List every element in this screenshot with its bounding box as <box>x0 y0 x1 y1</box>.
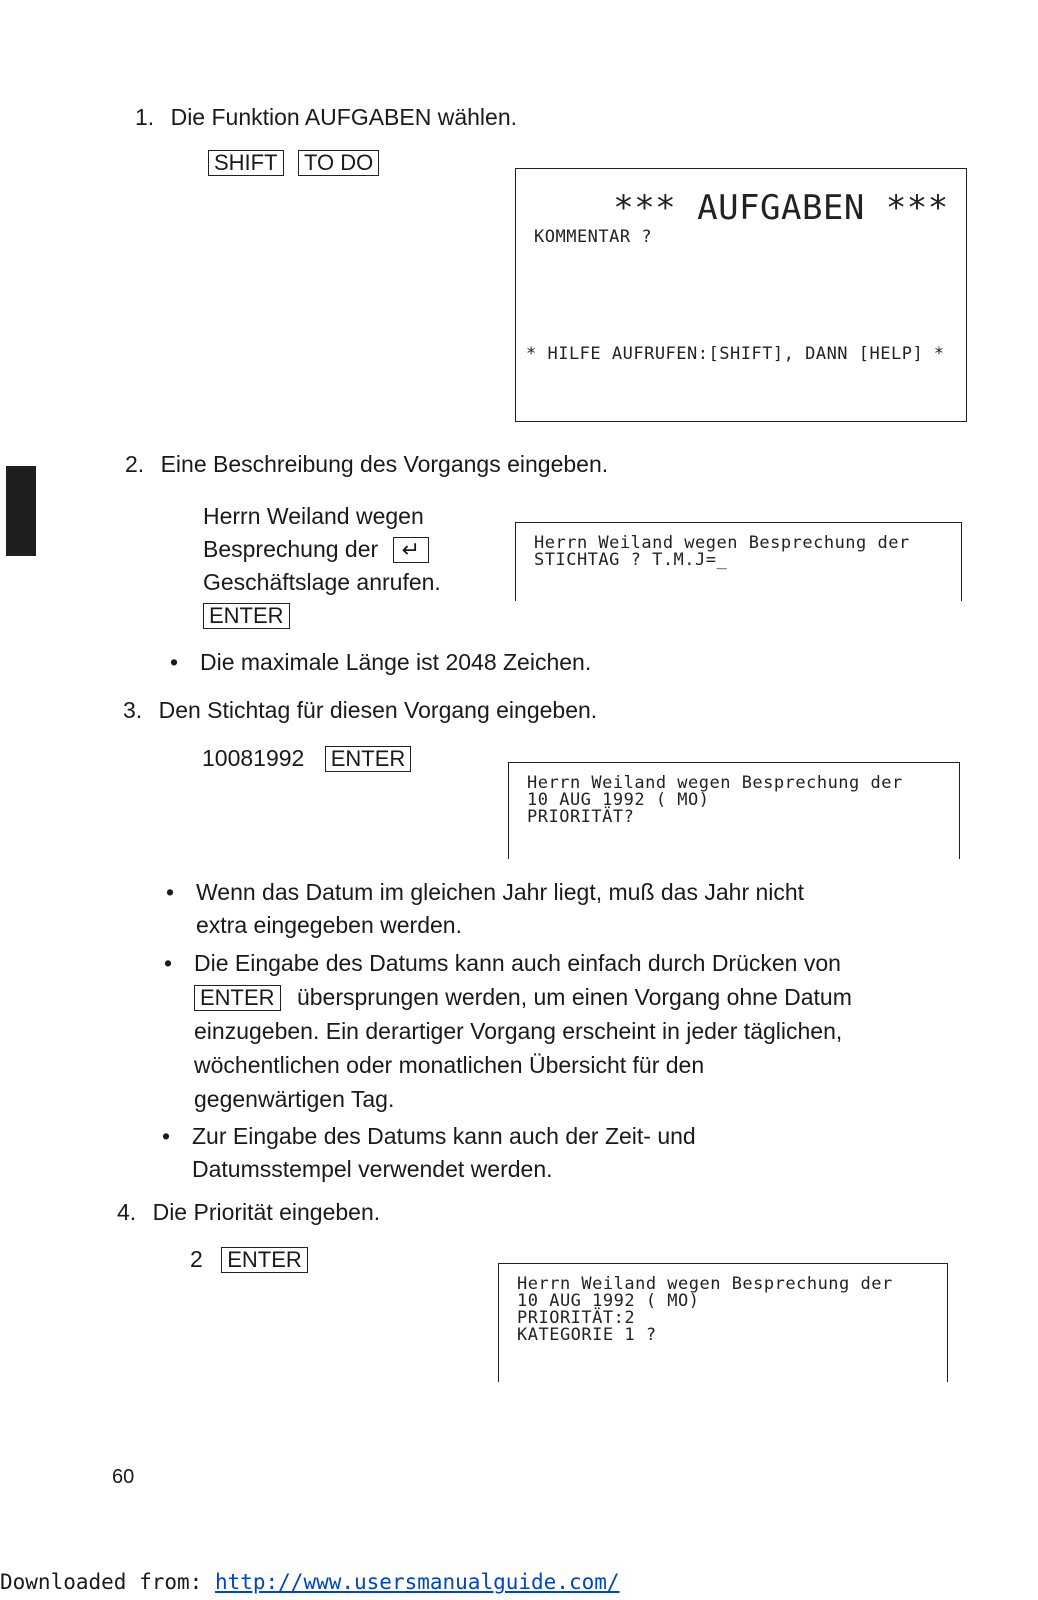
lcd-line: 10 AUG 1992 ( MO) <box>517 1291 700 1311</box>
enter-key: ENTER <box>221 1247 308 1273</box>
bullet-line: • Die Eingabe des Datums kann auch einfach durch Drücken von <box>194 946 852 980</box>
bullet-line: wöchentlichen oder monatlichen Übersicht für den <box>194 1052 705 1078</box>
bullet-line: • Zur Eingabe des Datums kann auch der Zeit- und <box>192 1120 696 1153</box>
bullet-line-with-key <box>194 980 852 1014</box>
input-line: Herrn Weiland wegen <box>203 503 424 529</box>
lcd-line: Herrn Weiland wegen Besprechung der <box>527 773 903 793</box>
lcd-line: 10 AUG 1992 ( MO) <box>527 790 710 810</box>
input-line-with-key <box>203 533 441 566</box>
lcd-screen-1 <box>515 168 967 422</box>
lcd-line: PRIORITÄT? <box>527 807 635 827</box>
step-4 <box>117 1198 380 1228</box>
lcd-help-line: * HILFE AUFRUFEN:[SHIFT], DANN [HELP] * <box>526 344 945 364</box>
step-number: 4. <box>117 1199 137 1225</box>
step-3 <box>123 696 597 726</box>
lcd-line: KATEGORIE 1 ? <box>517 1325 657 1345</box>
lcd-screen-2 <box>515 522 962 601</box>
step-2-note <box>200 648 591 678</box>
step-number: 1. <box>135 104 155 130</box>
step-3-input <box>202 744 411 774</box>
lcd-line: STICHTAG ? T.M.J=_ <box>534 550 728 570</box>
step-text: Die Funktion AUFGABEN wählen. <box>170 104 518 130</box>
return-key-icon: ↵ <box>393 537 429 563</box>
lcd-screen-4 <box>498 1263 948 1382</box>
bullet-line: einzugeben. Ein derartiger Vorgang erscheint in jeder täglichen, <box>194 1018 843 1044</box>
step-text: Den Stichtag für diesen Vorgang eingeben. <box>158 697 598 723</box>
step-3-bullet-1 <box>196 876 804 942</box>
chapter-thumb-tab <box>6 466 36 556</box>
step-text: Eine Beschreibung des Vorgangs eingeben. <box>160 451 609 477</box>
step-1 <box>135 103 517 133</box>
download-footer <box>0 1570 620 1594</box>
step-3-bullet-3 <box>192 1120 696 1186</box>
step-3-bullet-2 <box>194 946 852 1116</box>
step-4-input <box>190 1245 308 1275</box>
footer-link[interactable]: http://www.usersmanualguide.com/ <box>214 1570 620 1594</box>
lcd-line: Herrn Weiland wegen Besprechung der <box>534 533 910 553</box>
lcd-line: KOMMENTAR ? <box>534 227 653 247</box>
page-number: 60 <box>112 1466 135 1488</box>
step-number: 3. <box>123 697 143 723</box>
lcd-line: PRIORITÄT:2 <box>517 1308 636 1328</box>
input-line: Geschäftslage anrufen. <box>203 569 441 595</box>
lcd-line: Herrn Weiland wegen Besprechung der <box>517 1274 893 1294</box>
shift-key: SHIFT <box>208 150 284 176</box>
footer-prefix: Downloaded from: <box>0 1570 215 1594</box>
bullet-line: extra eingegeben werden. <box>196 912 462 938</box>
step-number: 2. <box>125 451 145 477</box>
bullet-line: Datumsstempel verwendet werden. <box>192 1156 553 1182</box>
lcd-title: *** AUFGABEN *** <box>613 188 949 228</box>
note-text: • Die maximale Länge ist 2048 Zeichen. <box>200 649 591 675</box>
bullet-line-text: übersprungen werden, um einen Vorgang ohne Datum <box>296 984 852 1010</box>
enter-key: ENTER <box>194 985 281 1011</box>
enter-key: ENTER <box>325 746 412 772</box>
bullet-line: • Wenn das Datum im gleichen Jahr liegt, muß das Jahr nicht <box>196 876 804 909</box>
enter-key: ENTER <box>203 603 290 629</box>
bullet-line: gegenwärtigen Tag. <box>194 1086 395 1112</box>
input-line-text: Besprechung der <box>203 536 379 562</box>
step-2 <box>125 450 608 480</box>
date-input: 10081992 <box>202 745 305 771</box>
priority-input: 2 <box>190 1246 203 1272</box>
step-2-input <box>203 500 441 632</box>
lcd-screen-3 <box>508 762 960 859</box>
step-text: Die Priorität eingeben. <box>152 1199 381 1225</box>
todo-key: TO DO <box>298 150 379 176</box>
step-1-keys <box>208 150 379 176</box>
